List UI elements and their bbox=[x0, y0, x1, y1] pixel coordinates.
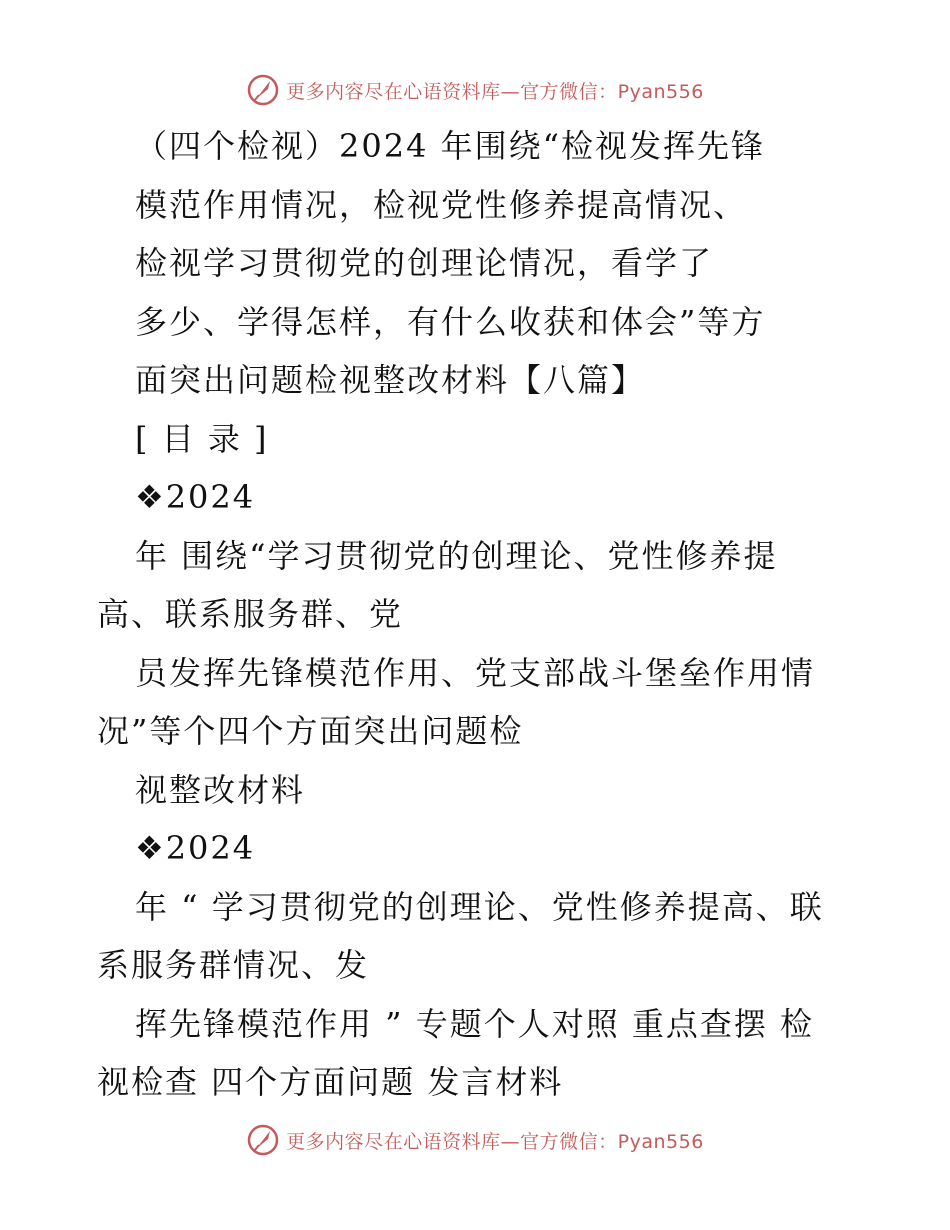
toc-entry-1-marker: ❖2024 bbox=[135, 478, 256, 516]
toc-entry-1-line-2: 高、联系服务群、党 bbox=[97, 595, 404, 633]
toc-entry-1-line-4: 况”等个四个方面突出问题检 bbox=[97, 712, 524, 750]
toc-heading: [ 目 录 ] bbox=[135, 420, 269, 458]
toc-entry-2-line-4: 视检查 四个方面问题 发言材料 bbox=[97, 1063, 564, 1101]
quill-logo-icon bbox=[246, 73, 280, 107]
watermark-text: 更多内容尽在心语资料库—官方微信：Pyan556 bbox=[286, 1130, 704, 1153]
toc-entry-1-line-1: 年 围绕“学习贯彻党的创理论、党性修养提 bbox=[135, 537, 778, 575]
toc-entry-2-line-2: 系服务群情况、发 bbox=[97, 946, 370, 984]
quill-logo-icon bbox=[246, 1123, 280, 1157]
title-line-4: 多少、学得怎样，有什么收获和体会”等方 bbox=[135, 303, 766, 341]
title-line-1: （四个检视）2024 年围绕“检视发挥先锋 bbox=[135, 127, 765, 165]
title-line-5: 面突出问题检视整改材料【八篇】 bbox=[135, 361, 646, 399]
title-line-3: 检视学习贯彻党的创理论情况，看学了 bbox=[135, 244, 714, 282]
toc-entry-1-line-3: 员发挥先锋模范作用、党支部战斗堡垒作用情 bbox=[135, 654, 816, 692]
toc-entry-2-marker: ❖2024 bbox=[135, 829, 256, 867]
title-line-2: 模范作用情况，检视党性修养提高情况、 bbox=[135, 186, 748, 224]
header-watermark bbox=[0, 70, 950, 110]
toc-entry-2-line-3: 挥先锋模范作用 ” 专题个人对照 重点查摆 检 bbox=[135, 1005, 815, 1043]
toc-entry-2-line-1: 年 “ 学习贯彻党的创理论、党性修养提高、联 bbox=[135, 888, 824, 926]
watermark-text: 更多内容尽在心语资料库—官方微信：Pyan556 bbox=[286, 80, 704, 103]
footer-watermark bbox=[0, 1120, 950, 1160]
toc-entry-1-line-5: 视整改材料 bbox=[135, 771, 306, 809]
